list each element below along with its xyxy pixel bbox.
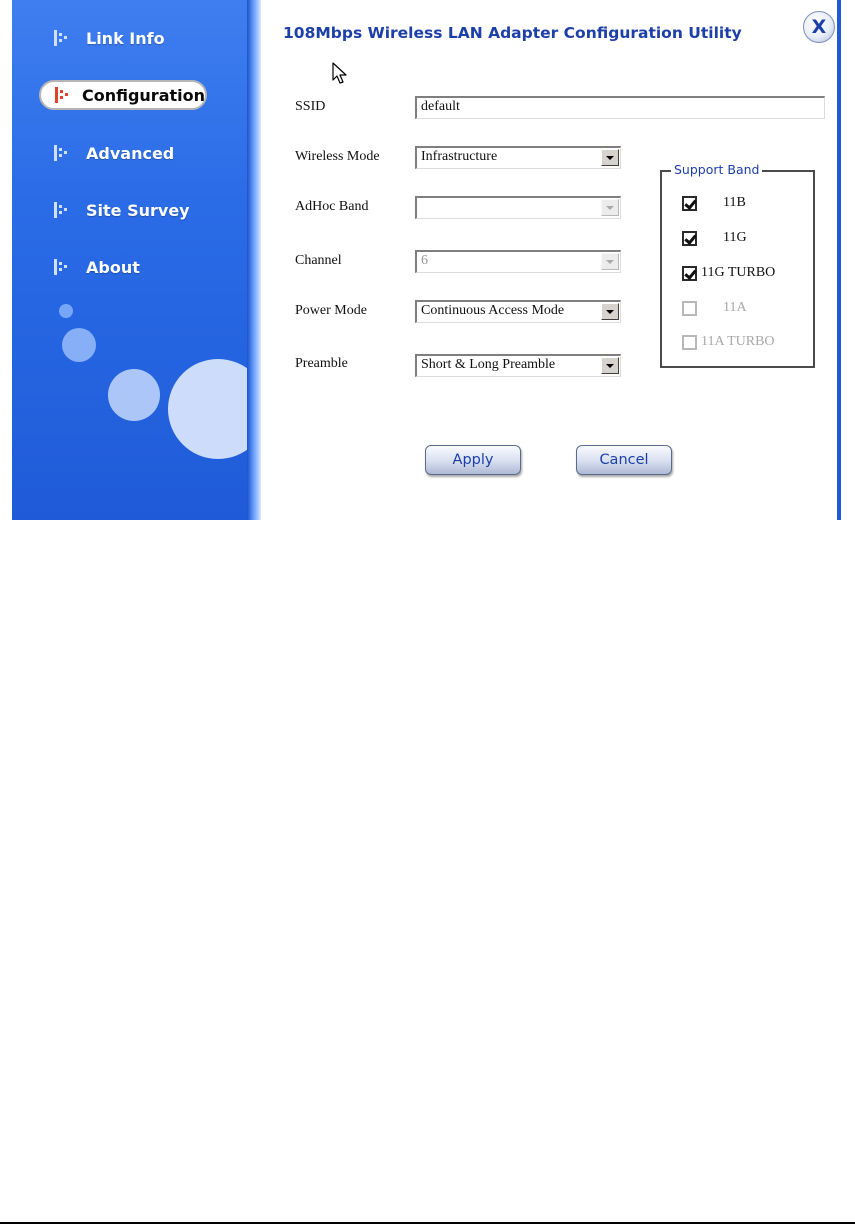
sidebar-item-label: Advanced — [86, 143, 175, 163]
wireless-mode-select[interactable] — [415, 146, 621, 169]
sidebar-item-advanced[interactable] — [40, 138, 206, 168]
sidebar-item-label: Link Info — [86, 28, 165, 48]
decorative-bubble — [168, 359, 249, 459]
ssid-input[interactable]: default — [415, 96, 825, 119]
sidebar-item-site-survey[interactable] — [40, 195, 206, 225]
band-label-11g: 11G — [723, 230, 747, 245]
dropdown-arrow-icon[interactable] — [601, 149, 619, 166]
configuration-panel — [261, 0, 841, 520]
channel-select — [415, 250, 621, 273]
decorative-bubble — [108, 369, 160, 421]
sidebar-item-label: Configuration — [81, 85, 205, 105]
sidebar-item-label: Site Survey — [86, 200, 190, 220]
band-option-11g[interactable] — [682, 229, 747, 247]
channel-label: Channel — [295, 253, 342, 268]
support-band-group — [660, 162, 815, 368]
checkbox-11a — [682, 301, 697, 316]
decorative-bubble — [62, 328, 96, 362]
decorative-bubble — [59, 304, 73, 318]
bullet-icon — [54, 259, 74, 275]
mouse-cursor-icon — [332, 62, 348, 86]
bullet-icon — [54, 145, 74, 161]
cancel-button[interactable]: Cancel — [576, 445, 672, 475]
checkbox-11b[interactable] — [682, 196, 697, 211]
band-option-11b[interactable] — [682, 194, 746, 212]
band-option-11g-turbo[interactable] — [682, 264, 775, 282]
bullet-icon — [54, 30, 74, 46]
close-icon: X — [811, 16, 827, 38]
dropdown-arrow-icon[interactable] — [601, 303, 619, 320]
checkbox-11a-turbo — [682, 335, 697, 350]
sidebar — [12, 0, 249, 520]
dropdown-arrow-icon — [601, 253, 619, 270]
dropdown-arrow-icon — [601, 199, 619, 216]
checkbox-11g-turbo[interactable] — [682, 266, 697, 281]
wireless-mode-label: Wireless Mode — [295, 149, 380, 164]
preamble-label: Preamble — [295, 356, 348, 371]
apply-button[interactable]: Apply — [425, 445, 521, 475]
utility-window — [12, 0, 841, 520]
sidebar-item-link-info[interactable] — [40, 23, 206, 53]
sidebar-item-configuration[interactable] — [39, 80, 207, 110]
dropdown-arrow-icon[interactable] — [601, 357, 619, 374]
support-band-legend: Support Band — [671, 162, 762, 177]
band-label-11a: 11A — [723, 300, 747, 315]
checkbox-11g[interactable] — [682, 231, 697, 246]
band-option-11a-turbo — [682, 333, 775, 351]
page-title: 108Mbps Wireless LAN Adapter Configuration Utility — [283, 24, 742, 42]
power-mode-label: Power Mode — [295, 303, 367, 318]
sidebar-divider — [247, 0, 261, 520]
ssid-label: SSID — [295, 99, 326, 114]
band-label-11b: 11B — [723, 195, 746, 210]
page-footer-rule — [0, 1222, 855, 1224]
power-mode-value: Continuous Access Mode — [421, 303, 565, 318]
bullet-icon — [54, 202, 74, 218]
bullet-icon — [55, 87, 70, 103]
power-mode-select[interactable] — [415, 300, 621, 323]
sidebar-item-label: About — [86, 257, 140, 277]
wireless-mode-value: Infrastructure — [421, 149, 498, 164]
adhoc-band-label: AdHoc Band — [295, 199, 369, 214]
close-button[interactable] — [803, 11, 835, 43]
band-label-11g-turbo: 11G TURBO — [701, 265, 776, 280]
adhoc-band-select — [415, 196, 621, 219]
preamble-select[interactable] — [415, 354, 621, 377]
band-label-11a-turbo: 11A TURBO — [701, 334, 775, 349]
sidebar-item-about[interactable] — [40, 252, 206, 282]
preamble-value: Short & Long Preamble — [421, 357, 556, 372]
band-option-11a — [682, 299, 747, 317]
channel-value: 6 — [421, 253, 428, 268]
window-border — [837, 0, 841, 520]
